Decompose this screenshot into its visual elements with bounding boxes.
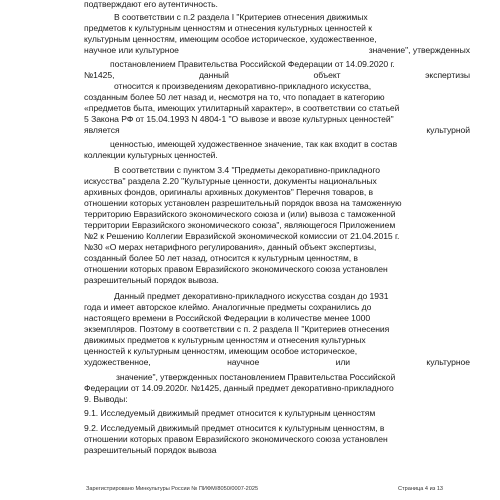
text-line: №2 к Решению Коллегии Евразийской экономической комиссии от 21.04.2015 г. <box>84 231 400 241</box>
text-fragment: художественное, <box>84 357 151 367</box>
text-line: разрешительный порядок вывоза <box>84 445 217 455</box>
text-line: созданный более 50 лет назад, относится к культурным ценностям, в <box>84 253 358 263</box>
text-fragment: научное или культурное <box>84 45 179 55</box>
text-line: относится к произведениям декоративно-прикладного искусства, <box>114 81 372 91</box>
text-line: 9. Выводы: <box>84 394 128 404</box>
text-line: 9.2. Исследуемый движимый предмет относится к культурным ценностям, в <box>84 423 385 433</box>
text-line: значение", утвержденных постановлением Правительства Российской <box>116 372 396 382</box>
text-line: В соответствии с пунктом 3.4 "Предметы декоративно-прикладного <box>114 165 380 175</box>
text-line: движимых предметов к культурным ценностям и отнесения культурных <box>84 335 366 345</box>
text-line: постановлением Правительства Российской Федерации от 14.09.2020 г. <box>110 59 395 69</box>
text-fragment: №1425, <box>84 70 115 80</box>
text-fragment: или <box>335 357 351 367</box>
text-line: «предметов быта, имеющих утилитарный характер», в соответствии со статьей <box>84 103 400 113</box>
text-line: отношении которых правом Евразийского экономического союза установлен <box>84 264 388 274</box>
text-line: созданным более 50 лет назад и, несмотря на то, что попадает в категорию <box>84 92 385 102</box>
text-line: отношении которых установлен разрешительный порядок ввоза на таможенную <box>84 198 402 208</box>
text-fragment: является <box>84 125 120 135</box>
text-line: архивных фондов, оригиналы архивных документов" Перечня товаров, в <box>84 187 374 197</box>
text-line <box>84 125 470 136</box>
text-line: Федерации от 14.09.2020г. №1425, данный предмет декоративно-прикладного <box>84 383 394 393</box>
text-line: разрешительный порядок вывоза. <box>84 275 219 285</box>
text-line: В соответствии с п.2 раздела I "Критериев отнесения движимых <box>114 12 368 22</box>
text-fragment: научное <box>227 357 260 367</box>
text-line: территорию Евразийского экономического союза и (или) вывоза с таможенной <box>84 209 396 219</box>
text-line: настоящего времени в Российской Федерации в количестве менее 1000 <box>84 313 371 323</box>
text-line: культурным ценностям, имеющим особое историческое, художественное, <box>84 34 377 44</box>
text-line: года и имеет авторское клеймо. Аналогичные предметы сохранились до <box>84 302 372 312</box>
text-fragment: культурное <box>426 357 470 367</box>
text-line: 9.1. Исследуемый движимый предмет относится к культурным ценностям <box>84 408 376 418</box>
text-line: Данный предмет декоративно-прикладного искусства создан до 1931 <box>114 291 389 301</box>
text-line: ценностей к культурным ценностям, имеющим особое историческое, <box>84 346 358 356</box>
text-line: искусства" раздела 2.20 "Культурные ценности, документы национальных <box>84 176 377 186</box>
text-fragment: объект <box>313 70 341 80</box>
text-line: территории Евразийского экономического союза", являющегося Приложением <box>84 220 396 230</box>
text-fragment: культурной <box>426 125 470 135</box>
text-line: предметов к культурным ценностям и отнесения культурных ценностей к <box>84 23 372 33</box>
text-line: отношении которых правом Евразийского экономического союза установлен <box>84 434 388 444</box>
text-line: экземпляров. Поэтому в соответствии с п. 2 раздела II "Критериев отнесения <box>84 324 390 334</box>
text-line: 5 Закона РФ от 15.04.1993 N 4804-1 "О вывозе и ввозе культурных ценностей" <box>84 114 394 124</box>
text-fragment: значение", утвержденных <box>368 45 470 55</box>
text-line <box>84 70 470 81</box>
text-fragment: экспертизы <box>425 70 470 80</box>
text-line: коллекции культурных ценностей. <box>84 150 218 160</box>
text-line <box>84 357 470 368</box>
footer-registration: Зарегистрировано Минкультуры России № ПИФМ/8050/0007-2025 <box>86 486 259 492</box>
text-fragment: данный <box>198 70 229 80</box>
text-line: ценностью, имеющей художественное значение, так как входит в состав <box>110 139 398 149</box>
text-line: подтверждают его аутентичность. <box>84 0 218 9</box>
footer-page-number: Страница 4 из 13 <box>398 486 444 492</box>
text-line <box>84 45 470 56</box>
text-line: №30 «О мерах нетарифного регулирования», данный объект экспертизы, <box>84 242 377 252</box>
